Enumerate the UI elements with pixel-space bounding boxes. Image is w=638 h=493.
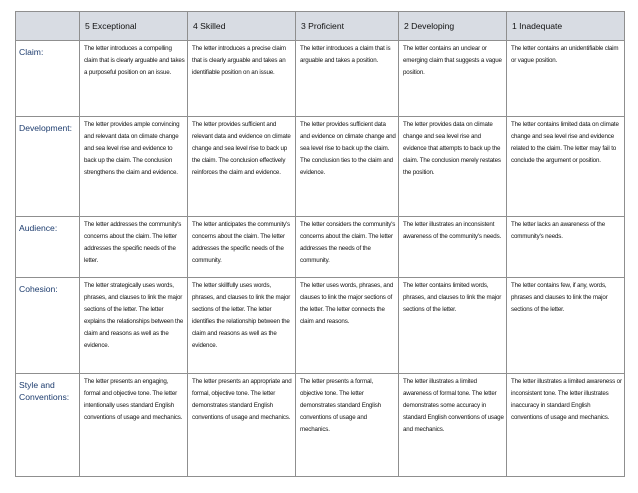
cell-development-5: The letter provides ample convincing and relevant data on climate change and sea level rise and evidence to back up the claim. The conclusion strengthens the claim and evidence.	[80, 117, 188, 217]
criterion-development: Development:	[16, 117, 80, 217]
header-level-3-proficient: 3 Proficient	[296, 12, 399, 41]
cell-development-2: The letter provides data on climate change and sea level rise and evidence that attempts to back up the claim. The conclusion merely restates the position.	[399, 117, 507, 217]
rubric-table	[15, 11, 625, 477]
cell-audience-5: The letter addresses the community's concerns about the claim. The letter addresses the specific needs of the letter.	[80, 217, 188, 278]
row-cohesion	[16, 278, 625, 374]
header-level-1-inadequate: 1 Inadequate	[507, 12, 625, 41]
criterion-cohesion: Cohesion:	[16, 278, 80, 374]
cell-cohesion-3: The letter uses words, phrases, and clauses to link the major sections of the letter. The letter connects the claim and reasons.	[296, 278, 399, 374]
row-development	[16, 117, 625, 217]
cell-audience-3: The letter considers the community's concerns about the claim. The letter addresses the needs of the community.	[296, 217, 399, 278]
cell-development-4: The letter provides sufficient and relevant data and evidence on climate change and sea level rise to back up the claim. The conclusion effectively reinforces the claim and evidence.	[188, 117, 296, 217]
criterion-claim: Claim:	[16, 41, 80, 117]
cell-claim-2: The letter contains an unclear or emerging claim that suggests a vague position.	[399, 41, 507, 117]
cell-style-1: The letter illustrates a limited awareness or inconsistent tone. The letter illustrates inaccuracy in standard English conventions of usage and mechanics.	[507, 374, 625, 477]
cell-audience-4: The letter anticipates the community's concerns about the claim. The letter addresses the specific needs of the community.	[188, 217, 296, 278]
header-row	[16, 12, 625, 41]
header-corner-cell	[16, 12, 80, 41]
cell-claim-4: The letter introduces a precise claim that is clearly arguable and takes an identifiable position on an issue.	[188, 41, 296, 117]
header-level-4-skilled: 4 Skilled	[188, 12, 296, 41]
cell-claim-1: The letter contains an unidentifiable claim or vague position.	[507, 41, 625, 117]
cell-cohesion-1: The letter contains few, if any, words, phrases and clauses to link the major sections of the letter.	[507, 278, 625, 374]
cell-style-4: The letter presents an appropriate and formal, objective tone. The letter demonstrates standard English conventions of usage and mechanics.	[188, 374, 296, 477]
cell-claim-3: The letter introduces a claim that is arguable and takes a position.	[296, 41, 399, 117]
rubric-container	[15, 11, 625, 477]
cell-audience-2: The letter illustrates an inconsistent awareness of the community's needs.	[399, 217, 507, 278]
cell-development-1: The letter contains limited data on climate change and sea level rise and evidence related to the claim. The letter may fail to conclude the argument or position.	[507, 117, 625, 217]
cell-claim-5: The letter introduces a compelling claim that is clearly arguable and takes a purposeful position on an issue.	[80, 41, 188, 117]
cell-style-2: The letter illustrates a limited awareness of formal tone. The letter demonstrates some accuracy in standard English conventions of usage and mechanics.	[399, 374, 507, 477]
criterion-style-text: Style and Conventions:	[19, 380, 70, 402]
header-level-2-developing: 2 Developing	[399, 12, 507, 41]
cell-cohesion-4: The letter skillfully uses words, phrases, and clauses to link the major sections of the letter. The letter identifies the relationship between the claim and reasons as well as the evidence.	[188, 278, 296, 374]
header-level-5-exceptional: 5 Exceptional	[80, 12, 188, 41]
cell-cohesion-5: The letter strategically uses words, phrases, and clauses to link the major sections of the letter. The letter explains the relationships between the claim and reasons as well as the evidence.	[80, 278, 188, 374]
criterion-style-and-conventions	[16, 374, 80, 477]
cell-audience-1: The letter lacks an awareness of the community's needs.	[507, 217, 625, 278]
row-style-and-conventions	[16, 374, 625, 477]
row-audience	[16, 217, 625, 278]
row-claim	[16, 41, 625, 117]
cell-style-3: The letter presents a formal, objective tone. The letter demonstrates standard English conventions of usage and mechanics.	[296, 374, 399, 477]
criterion-audience: Audience:	[16, 217, 80, 278]
cell-cohesion-2: The letter contains limited words, phrases, and clauses to link the major sections of the letter.	[399, 278, 507, 374]
cell-development-3: The letter provides sufficient data and evidence on climate change and sea level rise to back up the claim. The conclusion ties to the claim and evidence.	[296, 117, 399, 217]
cell-style-5: The letter presents an engaging, formal and objective tone. The letter intentionally uses standard English conventions of usage and mechanics.	[80, 374, 188, 477]
